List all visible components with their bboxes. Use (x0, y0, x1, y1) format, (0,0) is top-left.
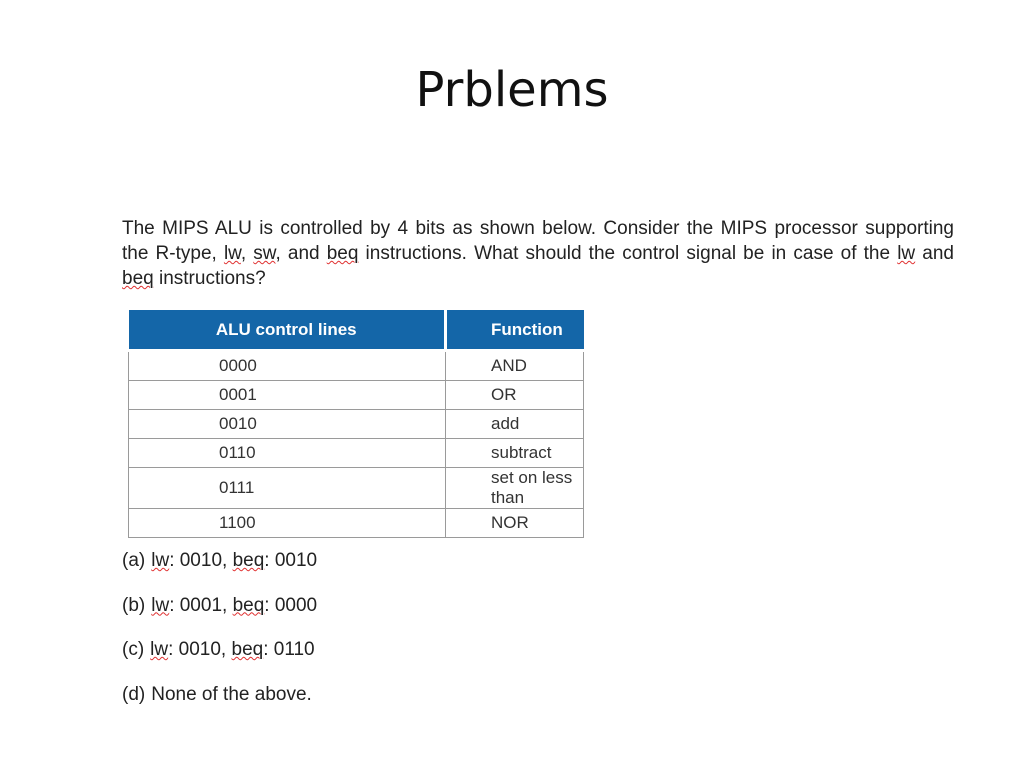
table-row (129, 509, 584, 538)
function-cell: NOR (446, 509, 584, 538)
beq-value: : 0010 (264, 550, 318, 571)
sw-word: sw (253, 243, 276, 264)
answer-options (122, 547, 317, 725)
question-part: , and (275, 243, 327, 264)
table-row (129, 410, 584, 439)
option-label: (c) (122, 639, 145, 660)
beq-word: beq (231, 639, 264, 660)
question-part: instructions? (153, 268, 266, 289)
lw-value: : 0010, (168, 639, 232, 660)
alu-control-cell: 0010 (129, 410, 446, 439)
question-part: The MIPS ALU is controlled by 4 bits as shown below. Consider the MIPS processor supporting the R-type, (122, 218, 954, 264)
beq-word: beq (326, 243, 359, 264)
option-label: (a) (122, 550, 146, 571)
lw-value: : 0010, (169, 550, 233, 571)
lw-word: lw (150, 639, 169, 660)
lw-value: : 0001, (169, 594, 233, 616)
alu-control-cell: 0000 (129, 351, 446, 381)
table-header-row (129, 310, 584, 351)
question-part: , (240, 243, 254, 264)
lw-word: lw (151, 550, 170, 571)
function-cell: OR (446, 381, 584, 410)
option-b (122, 592, 317, 637)
option-c (122, 636, 317, 681)
lw-word: lw (151, 594, 170, 616)
option-label: (b) (122, 594, 146, 616)
column-header-function: Function (446, 310, 584, 351)
alu-control-table (128, 310, 584, 538)
question-text (122, 216, 954, 291)
alu-control-cell: 0001 (129, 381, 446, 410)
lw-word: lw (223, 243, 241, 264)
question-part: instructions. What should the control signal be in case of the (358, 243, 898, 264)
option-d (122, 681, 317, 726)
alu-control-cell: 0110 (129, 439, 446, 468)
function-cell: subtract (446, 439, 584, 468)
beq-value: : 0000 (264, 594, 318, 616)
alu-control-cell: 0111 (129, 468, 446, 509)
function-cell: set on less than (446, 468, 584, 509)
slide-title: Prblems (415, 62, 609, 118)
beq-word: beq (232, 550, 265, 571)
option-a (122, 547, 317, 592)
beq-value: : 0110 (263, 639, 315, 660)
question-part: and (915, 243, 954, 264)
function-cell: AND (446, 351, 584, 381)
function-cell: add (446, 410, 584, 439)
table-row (129, 439, 584, 468)
beq-word: beq (232, 594, 265, 616)
beq-word: beq (122, 268, 154, 289)
table-row (129, 468, 584, 509)
column-header-alu-control-lines: ALU control lines (129, 310, 446, 351)
table-row (129, 381, 584, 410)
option-label: (d) (122, 683, 146, 705)
option-text: None of the above. (151, 683, 312, 705)
table-row (129, 351, 584, 381)
lw-word: lw (897, 243, 916, 264)
alu-control-cell: 1100 (129, 509, 446, 538)
